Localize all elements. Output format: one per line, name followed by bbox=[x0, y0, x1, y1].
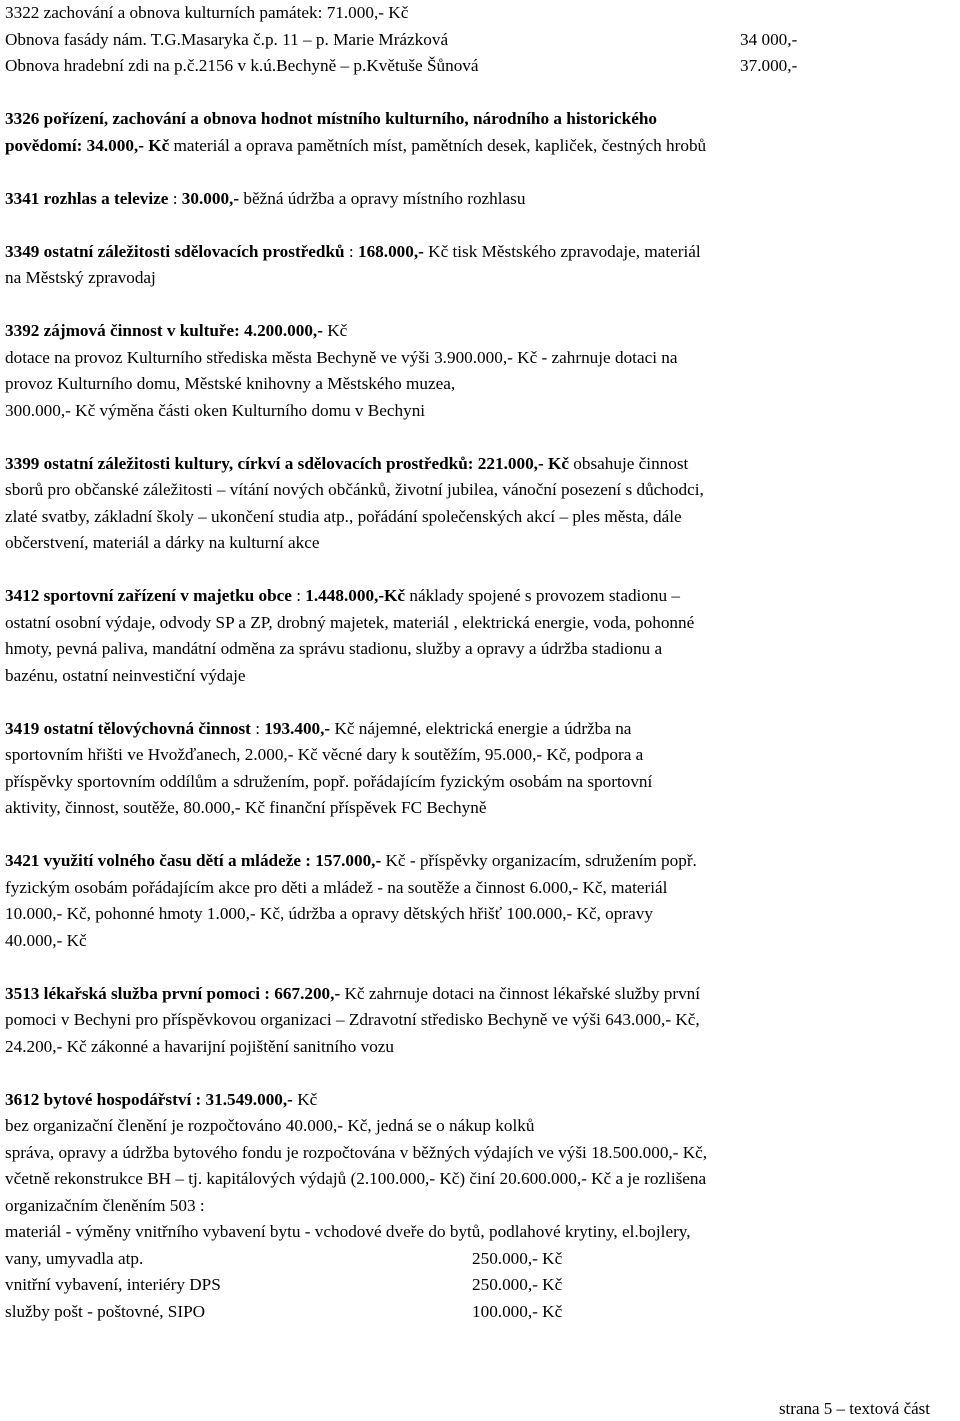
section-heading bbox=[5, 239, 955, 266]
section-title: 3421 využití volného času dětí a mládeže : 157.000,- bbox=[5, 851, 382, 870]
section-description: 24.200,- Kč zákonné a havarijní pojištění sanitního vozu bbox=[5, 1036, 395, 1056]
section-heading bbox=[5, 451, 955, 478]
section-3513 bbox=[5, 981, 955, 1061]
section-title: 3349 ostatní záležitosti sdělovacích prostředků bbox=[5, 241, 345, 261]
page-footer: strana 5 – textová část bbox=[778, 1399, 930, 1418]
section-heading bbox=[5, 106, 955, 133]
section-description: dotace na provoz Kulturního střediska města Bechyně ve výši 3.900.000,- Kč - zahrnuje dotaci na bbox=[5, 347, 678, 367]
section-3326 bbox=[5, 106, 955, 159]
line-item bbox=[5, 27, 955, 54]
section-heading bbox=[5, 1087, 955, 1114]
section-title: 3419 ostatní tělovýchovná činnost bbox=[5, 718, 251, 738]
item-label: služby pošt - poštovné, SIPO bbox=[5, 1301, 206, 1321]
section-3612 bbox=[5, 1087, 955, 1326]
section-heading bbox=[5, 318, 955, 345]
section-description: organizačním členěním 503 : bbox=[5, 1195, 205, 1215]
item-value: 250.000,- Kč bbox=[472, 1248, 563, 1268]
section-description: občerstvení, materiál a dárky na kulturní akce bbox=[5, 533, 320, 552]
section-description: včetně rekonstrukce BH – tj. kapitálových výdajů (2.100.000,- Kč) činí 20.600.000,- Kč a je rozlišena bbox=[5, 1169, 707, 1188]
item-label: vany, umyvadla atp. bbox=[5, 1248, 144, 1268]
section-title: 3513 lékařská služba první pomoci : 667.200,- bbox=[5, 983, 341, 1003]
section-heading bbox=[5, 981, 955, 1008]
item-label: vnitřní vybavení, interiéry DPS bbox=[5, 1275, 221, 1294]
section-description: správa, opravy a údržba bytového fondu je rozpočtována v běžných výdajích ve výši 18.500.000,- Kč, bbox=[5, 1142, 708, 1162]
section-amount: 193.400,- bbox=[264, 718, 331, 738]
colon: : bbox=[344, 241, 358, 261]
section-heading bbox=[5, 186, 955, 213]
section-heading bbox=[5, 848, 955, 875]
item-label: Obnova fasády nám. T.G.Masaryka č.p. 11 – p. Marie Mrázková bbox=[5, 29, 449, 49]
section-title: 3326 pořízení, zachování a obnova hodnot místního kulturního, národního a historického bbox=[5, 109, 657, 128]
section-title: 3612 bytové hospodářství : 31.549.000,- bbox=[5, 1089, 293, 1109]
section-title: 3392 zájmová činnost v kultuře: 4.200.000,- bbox=[5, 321, 323, 340]
section-description: 40.000,- Kč bbox=[5, 930, 87, 950]
section-amount: povědomí: 34.000,- Kč bbox=[5, 135, 170, 155]
section-heading bbox=[5, 583, 955, 610]
section-description: běžná údržba a opravy místního rozhlasu bbox=[239, 188, 526, 208]
section-3421 bbox=[5, 848, 955, 954]
section-heading bbox=[5, 0, 955, 27]
currency: Kč bbox=[322, 321, 348, 340]
section-amount: 1.448.000,-Kč bbox=[305, 586, 406, 605]
section-description: pomoci v Bechyni pro příspěvkovou organizaci – Zdravotní středisko Bechyně ve výši 643.000,- Kč, bbox=[5, 1010, 700, 1029]
section-heading bbox=[5, 716, 955, 743]
section-3349 bbox=[5, 239, 955, 292]
section-description: materiál - výměny vnitřního vybavení bytu - vchodové dveře do bytů, podlahové krytiny, el.bojlery, bbox=[5, 1222, 691, 1241]
section-title: 3412 sportovní zařízení v majetku obce bbox=[5, 586, 292, 605]
section-amount: : 71.000,- Kč bbox=[317, 3, 409, 22]
line-item bbox=[5, 1246, 955, 1273]
section-3341 bbox=[5, 186, 955, 213]
section-description: Kč tisk Městského zpravodaje, materiál bbox=[423, 241, 701, 261]
section-title: 3399 ostatní záležitosti kultury, církví a sdělovacích prostředků: 221.000,- Kč bbox=[5, 453, 569, 473]
section-text bbox=[5, 133, 955, 160]
section-description: Kč - příspěvky organizacím, sdružením popř. bbox=[381, 851, 697, 870]
section-3322 bbox=[5, 0, 955, 80]
section-description: bez organizační členění je rozpočtováno 40.000,- Kč, jedná se o nákup kolků bbox=[5, 1116, 535, 1135]
item-value: 250.000,- Kč bbox=[472, 1275, 563, 1294]
section-description: fyzickým osobám pořádajícím akce pro děti a mládež - na soutěže a činnost 6.000,- Kč, materiál bbox=[5, 877, 668, 897]
colon: : bbox=[291, 586, 306, 605]
section-description: bazénu, ostatní neinvestiční výdaje bbox=[5, 665, 246, 685]
section-description: aktivity, činnost, soutěže, 80.000,- Kč finanční příspěvek FC Bechyně bbox=[5, 798, 487, 817]
section-description: obsahuje činnost bbox=[568, 453, 689, 473]
section-description: sportovním hřišti ve Hvožďanech, 2.000,- Kč věcné dary k soutěžím, 95.000,- Kč, podpora a bbox=[5, 745, 644, 764]
section-amount: 168.000,- bbox=[357, 241, 424, 261]
section-title: 3341 rozhlas a televize bbox=[5, 188, 169, 208]
section-3392 bbox=[5, 318, 955, 424]
section-description: 10.000,- Kč, pohonné hmoty 1.000,- Kč, údržba a opravy dětských hřišť 100.000,- Kč, opravy bbox=[5, 904, 653, 923]
section-description: sborů pro občanské záležitosti – vítání nových občánků, životní jubilea, vánoční posezení s důchodci, bbox=[5, 480, 704, 499]
colon: : bbox=[168, 188, 182, 208]
document-page bbox=[5, 0, 955, 1325]
line-item bbox=[5, 53, 955, 80]
section-3412 bbox=[5, 583, 955, 689]
item-value: 34 000,- bbox=[740, 29, 798, 49]
section-description: zlaté svatby, základní školy – ukončení studia atp., pořádání společenských akcí – ples města, dále bbox=[5, 506, 682, 526]
section-description: náklady spojené s provozem stadionu – bbox=[405, 586, 681, 605]
line-item bbox=[5, 1272, 955, 1299]
section-description: Kč zahrnuje dotaci na činnost lékařské služby první bbox=[340, 983, 701, 1003]
section-description: příspěvky sportovním oddílům a sdružením, popř. pořádajícím fyzickým osobám na sportovní bbox=[5, 771, 653, 791]
section-description: 300.000,- Kč výměna části oken Kulturního domu v Bechyni bbox=[5, 400, 426, 420]
item-label: Obnova hradební zdi na p.č.2156 v k.ú.Bechyně – p.Květuše Šůnová bbox=[5, 56, 479, 75]
item-value: 37.000,- bbox=[740, 56, 798, 75]
item-value: 100.000,- Kč bbox=[472, 1301, 563, 1321]
section-description: hmoty, pevná paliva, mandátní odměna za správu stadionu, služby a opravy a údržba stadionu a bbox=[5, 639, 663, 658]
line-item bbox=[5, 1299, 955, 1326]
currency: Kč bbox=[292, 1089, 318, 1109]
section-3399 bbox=[5, 451, 955, 557]
section-description: na Městský zpravodaj bbox=[5, 268, 156, 287]
section-description: ostatní osobní výdaje, odvody SP a ZP, drobný majetek, materiál , elektrická energie, voda, pohonné bbox=[5, 612, 695, 632]
colon: : bbox=[250, 718, 265, 738]
section-description: Kč nájemné, elektrická energie a údržba na bbox=[330, 718, 632, 738]
section-title: 3322 zachování a obnova kulturních památek bbox=[5, 3, 318, 22]
section-3419 bbox=[5, 716, 955, 822]
section-amount: 30.000,- bbox=[181, 188, 240, 208]
section-description: materiál a oprava pamětních míst, pamětních desek, kapliček, čestných hrobů bbox=[169, 135, 707, 155]
section-description: provoz Kulturního domu, Městské knihovny a Městského muzea, bbox=[5, 374, 456, 393]
